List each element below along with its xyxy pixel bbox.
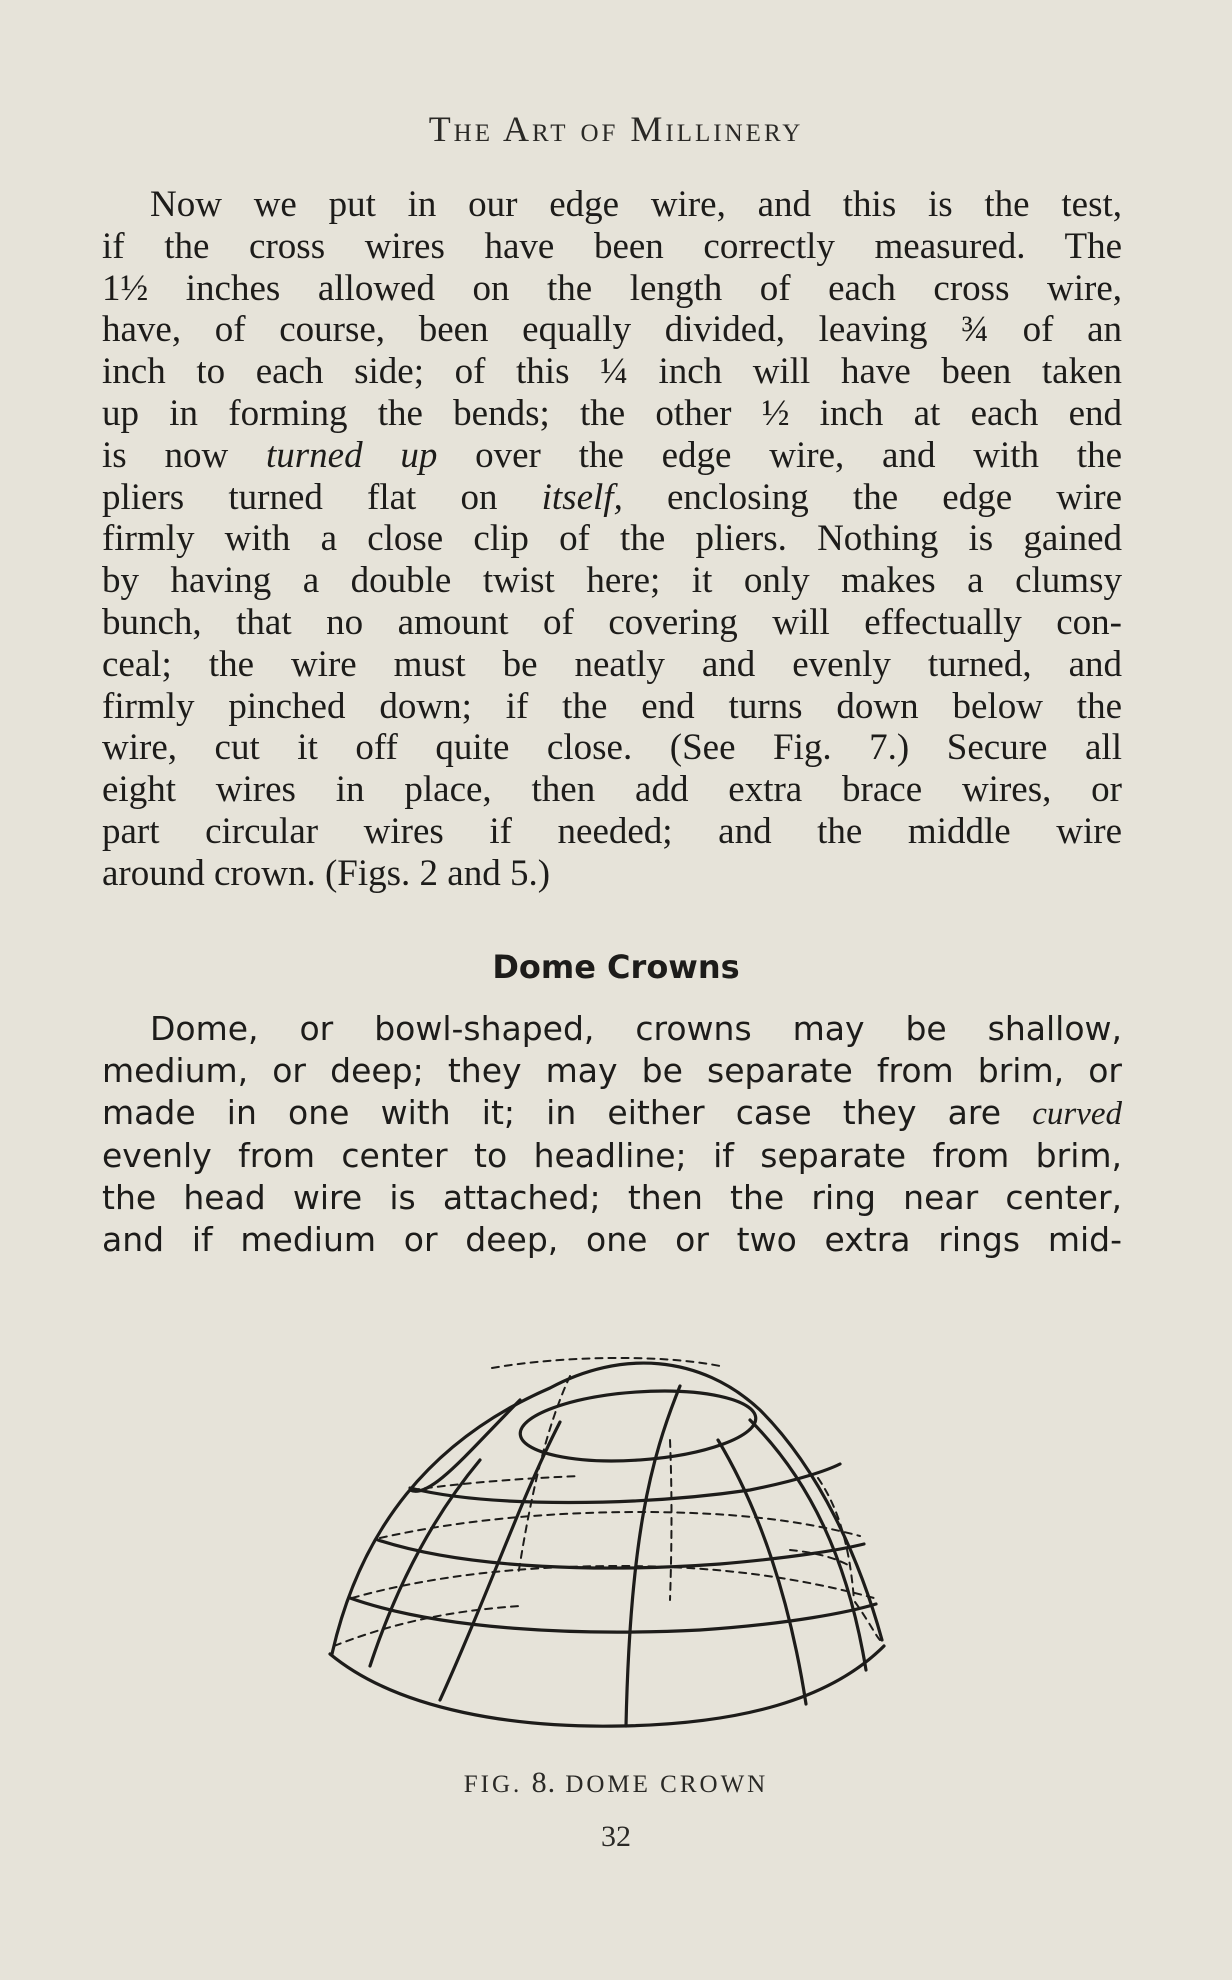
page-number: 32	[601, 1820, 631, 1853]
text-line: part circular wires if needed; and the middle wire	[102, 810, 1122, 852]
text-line: have, of course, been equally divided, leaving ¾ of an	[102, 309, 1122, 351]
text-line: by having a double twist here; it only makes a clumsy	[102, 560, 1122, 602]
text-line: made in one with it; in either case they are curved	[102, 1092, 1122, 1132]
section-heading: Dome Crowns	[492, 948, 740, 986]
text-line: evenly from center to headline; if separate from brim,	[102, 1136, 1122, 1176]
text-line: wire, cut it off quite close. (See Fig. 7.) Secure all	[102, 727, 1122, 769]
text-line: if the cross wires have been correctly measured. The	[102, 225, 1122, 267]
text-line: around crown. (Figs. 2 and 5.)	[102, 852, 551, 894]
text-line: the head wire is attached; then the ring near center,	[102, 1178, 1122, 1218]
figure-caption	[0, 1766, 1232, 1800]
caption-title: DOME CROWN	[565, 1771, 769, 1798]
caption-fig-label: FIG.	[463, 1771, 523, 1798]
text-line: firmly pinched down; if the end turns down below the	[102, 685, 1122, 727]
dome-crown-illustration	[320, 1340, 900, 1740]
text-line: 1½ inches allowed on the length of each cross wire,	[102, 267, 1122, 309]
text-line: and if medium or deep, one or two extra rings mid-	[102, 1219, 1122, 1259]
text-line: firmly with a close clip of the pliers. Nothing is gained	[102, 518, 1122, 560]
emphasis-turned-up: turned up	[265, 434, 438, 476]
text-line: ceal; the wire must be neatly and evenly turned, and	[102, 643, 1122, 685]
text-line: inch to each side; of this ¼ inch will have been taken	[102, 351, 1122, 393]
text-line: Dome, or bowl-shaped, crowns may be shallow,	[150, 1009, 1122, 1048]
text-line: bunch, that no amount of covering will effectually con-	[102, 601, 1122, 643]
running-head: The Art of Millinery	[428, 109, 804, 149]
emphasis-curved: curved	[1032, 1095, 1122, 1132]
emphasis-itself: itself,	[541, 476, 623, 518]
text-line: is now turned up over the edge wire, and with the	[102, 434, 1122, 476]
text-line: Now we put in our edge wire, and this is the test,	[150, 184, 1122, 225]
text-line: eight wires in place, then add extra brace wires, or	[102, 769, 1122, 811]
text-line: medium, or deep; they may be separate from brim, or	[102, 1050, 1122, 1090]
paragraph-dome-crowns	[102, 1008, 1122, 1261]
paragraph-edge-wire	[102, 184, 1122, 895]
caption-fig-number: 8.	[531, 1766, 557, 1799]
text-line: up in forming the bends; the other ½ inch at each end	[102, 392, 1122, 434]
text-line: pliers turned flat on itself, enclosing the edge wire	[102, 476, 1123, 518]
